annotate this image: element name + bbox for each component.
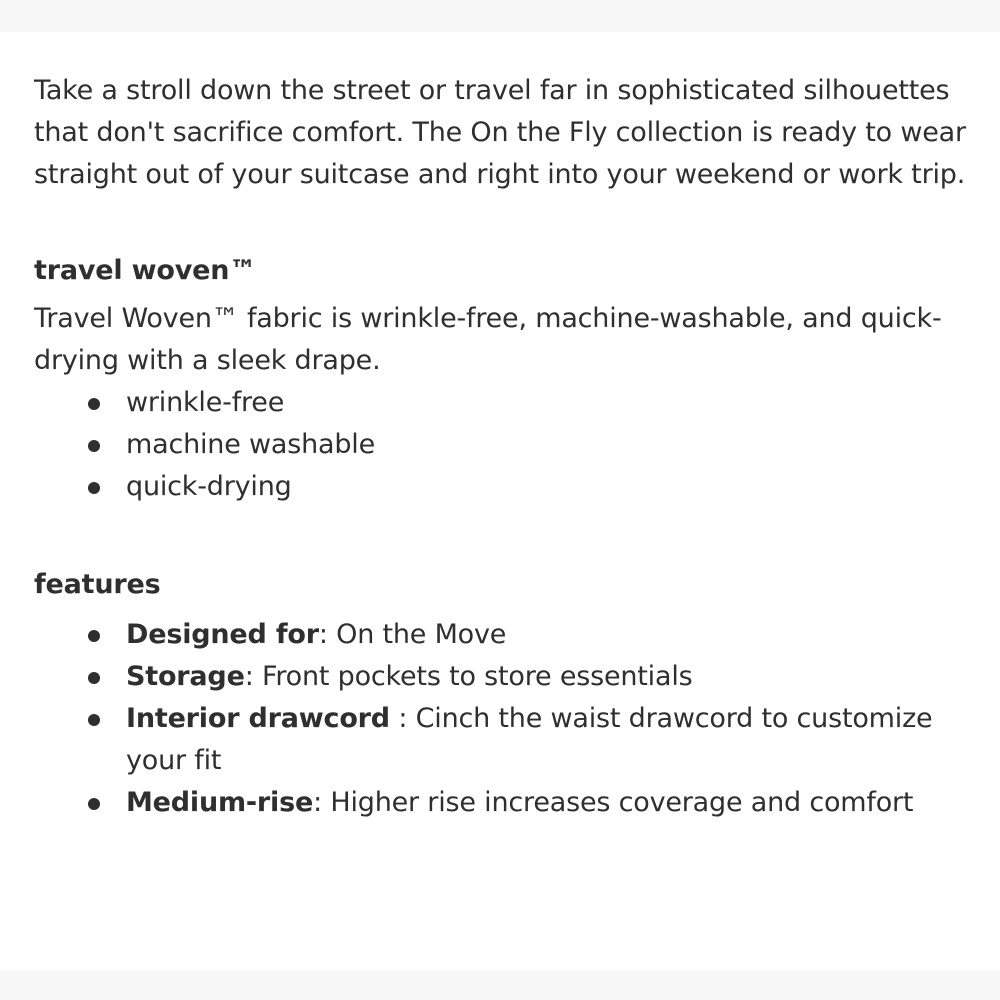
feature-separator: : [313, 787, 331, 818]
feature-item [126, 698, 974, 782]
bullet-icon [88, 798, 100, 810]
bullet-icon [88, 672, 100, 684]
feature-separator: : [389, 703, 416, 734]
list-item [126, 466, 974, 508]
description-content [34, 70, 974, 824]
list-item-text: wrinkle-free [126, 387, 285, 418]
travel-woven-heading: travel woven™ [34, 255, 257, 286]
feature-text: Cinch the waist drawcord to customize your fit [126, 703, 933, 776]
bullet-icon [88, 482, 100, 494]
feature-separator: : [318, 619, 337, 650]
feature-text: Higher rise increases coverage and comfort [330, 787, 914, 818]
feature-text: Front pockets to store essentials [261, 661, 693, 692]
feature-name: Designed for [126, 619, 319, 650]
top-band [0, 0, 1000, 32]
list-item [126, 424, 974, 466]
feature-text: On the Move [336, 619, 507, 650]
travel-woven-list [34, 382, 974, 508]
feature-item [126, 782, 974, 824]
bullet-icon [88, 630, 100, 642]
bullet-icon [88, 398, 100, 410]
feature-item [126, 656, 974, 698]
travel-woven-description: Travel Woven™ fabric is wrinkle-free, machine-washable, and quick-drying with a sleek drape. [34, 303, 942, 376]
list-item [126, 382, 974, 424]
feature-separator: : [244, 661, 262, 692]
features-list [34, 614, 974, 824]
feature-name: Interior drawcord [126, 703, 390, 734]
features-heading: features [34, 569, 161, 600]
feature-name: Medium-rise [126, 787, 314, 818]
feature-item [126, 614, 974, 656]
intro-paragraph: Take a stroll down the street or travel far in sophisticated silhouettes that don't sacrifice comfort. The On the Fly collection is ready to wear straight out of your suitcase and right into your weekend or work trip. [34, 75, 966, 190]
bullet-icon [88, 440, 100, 452]
list-item-text: quick-drying [126, 471, 292, 502]
bottom-band [0, 970, 1000, 1000]
feature-name: Storage [126, 661, 245, 692]
list-item-text: machine washable [126, 429, 376, 460]
bullet-icon [88, 714, 100, 726]
